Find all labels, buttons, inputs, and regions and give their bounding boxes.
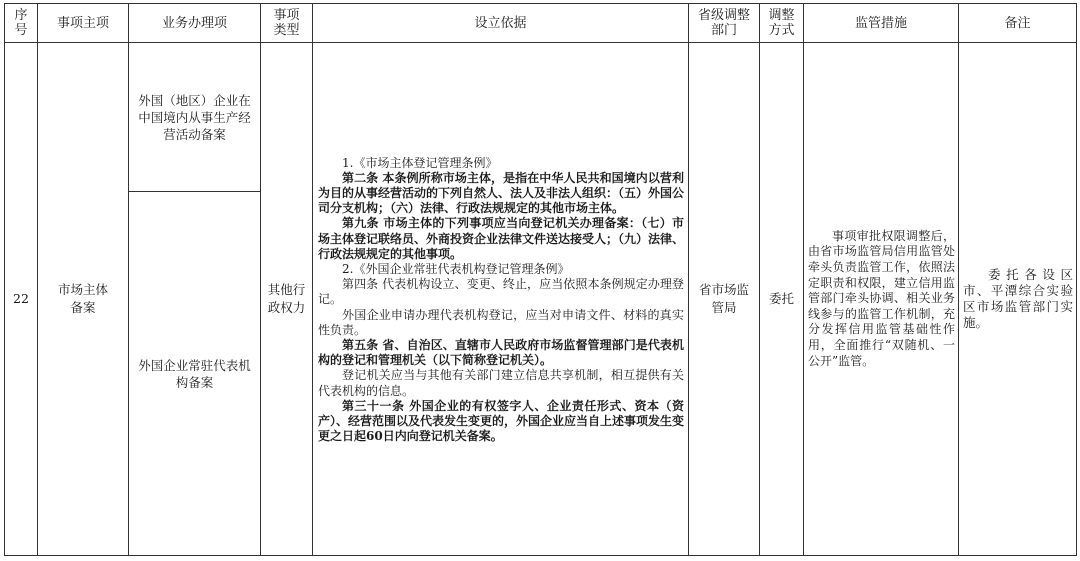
basis-article-9: 第九条 市场主体的下列事项应当向登记机关办理备案：（七）市场主体登记联络员、外商投资企业法律文件送达接受人；（九）法律、行政法规规定的其他事项。 bbox=[318, 216, 685, 261]
cell-dept: 省市场监管局 bbox=[689, 43, 760, 556]
basis-law-1-title: 1.《市场主体登记管理条例》 bbox=[342, 155, 498, 170]
basis-article-5-para-2: 登记机关应当与其他有关部门建立信息共享机制，相互提供有关代表机构的信息。 bbox=[318, 368, 684, 398]
cell-measure bbox=[804, 43, 959, 556]
header-measure: 监管措施 bbox=[804, 4, 959, 43]
cell-business-1: 外国（地区）企业在中国境内从事生产经营活动备案 bbox=[129, 43, 261, 192]
header-business: 业务办理项 bbox=[129, 4, 261, 43]
header-dept: 省级调整部门 bbox=[689, 4, 760, 43]
cell-business-2: 外国企业常驻代表机构备案 bbox=[129, 192, 261, 556]
header-seq: 序号 bbox=[5, 4, 38, 43]
cell-type: 其他行政权力 bbox=[261, 43, 313, 556]
header-method: 调整方式 bbox=[760, 4, 804, 43]
cell-seq: 22 bbox=[5, 43, 38, 556]
cell-method: 委托 bbox=[760, 43, 804, 556]
measure-text: 事项审批权限调整后，由省市场监管局信用监管处牵头负责监管工作，依照法定职责和权限，建立信用监管部门牵头协调、相关业务线参与的监管工作机制，充分发挥信用监管基础性作用，全面推行“双随机、一公开”监管。 bbox=[808, 228, 955, 368]
remark-text: 委托各设区市、平潭综合实验区市场监管部门实施。 bbox=[963, 267, 1073, 330]
header-type: 事项类型 bbox=[261, 4, 313, 43]
header-basis: 设立依据 bbox=[313, 4, 689, 43]
header-row bbox=[5, 4, 1077, 43]
basis-article-4: 第四条 代表机构设立、变更、终止，应当依照本条例规定办理登记。 bbox=[318, 277, 684, 307]
basis-article-5: 第五条 省、自治区、直辖市人民政府市场监督管理部门是代表机构的登记和管理机关（以下简称登记机关）。 bbox=[318, 338, 684, 368]
cell-remark bbox=[959, 43, 1077, 556]
header-remark: 备注 bbox=[959, 4, 1077, 43]
header-item: 事项主项 bbox=[38, 4, 129, 43]
cell-item: 市场主体备案 bbox=[38, 43, 129, 556]
basis-article-4-para-2: 外国企业申请办理代表机构登记，应当对申请文件、材料的真实性负责。 bbox=[318, 307, 684, 337]
basis-article-31: 第三十一条 外国企业的有权签字人、企业责任形式、资本（资产）、经营范围以及代表发生变更的，外国企业应当自上述事项发生变更之日起60日内向登记机关备案。 bbox=[318, 398, 685, 444]
table-row bbox=[5, 43, 1077, 192]
basis-article-2: 第二条 本条例所称市场主体，是指在中华人民共和国境内以营利为目的从事经营活动的下列自然人、法人及非法人组织：（五）外国公司分支机构；（六）法律、行政法规规定的其他市场主体。 bbox=[318, 170, 685, 216]
cell-basis bbox=[313, 43, 689, 556]
basis-law-2-title: 2.《外国企业常驻代表机构登记管理条例》 bbox=[342, 261, 570, 276]
regulatory-table bbox=[4, 3, 1077, 556]
